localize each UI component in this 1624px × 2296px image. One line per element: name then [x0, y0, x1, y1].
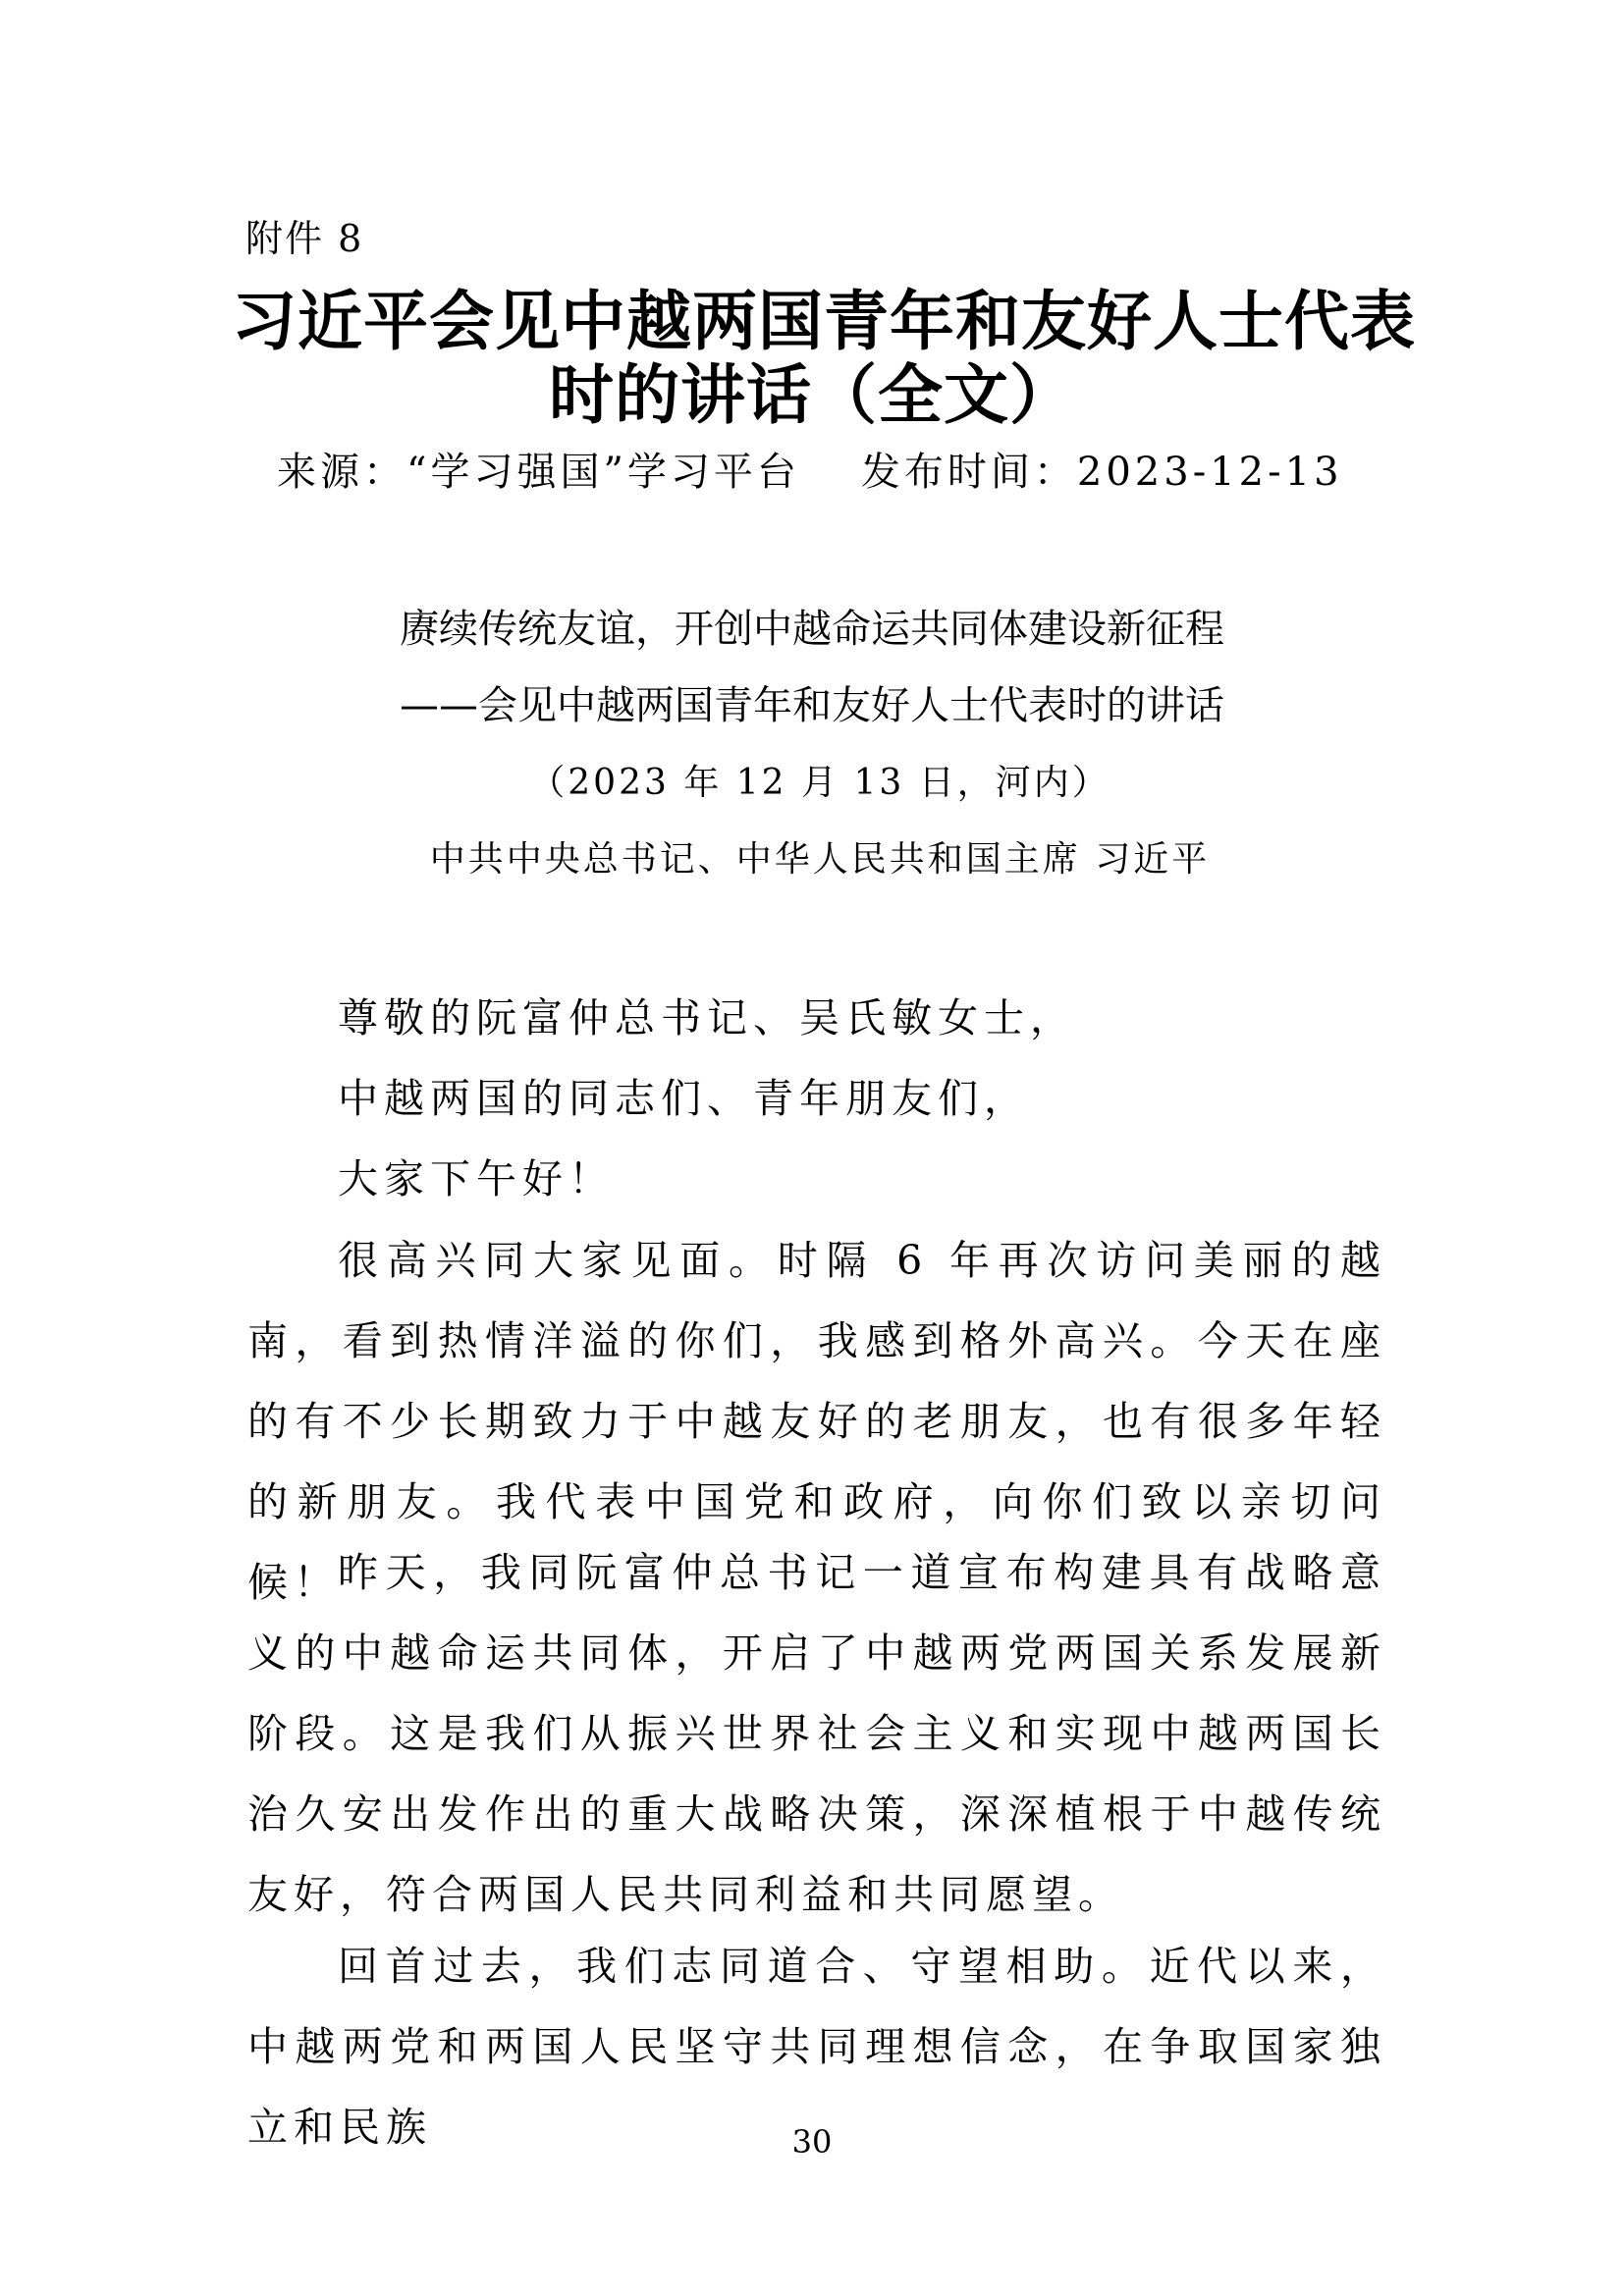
- greeting-line-2: 中越两国的同志们、青年朋友们，: [338, 1075, 1030, 1122]
- paragraph-text: 很高兴同大家见面。时隔 6 年再次访问美丽的越南，看到热情洋溢的你们，我感到格外高兴。今天在座的有不少长期致力于中越友好的老朋友，也有很多年轻的新朋友。我代表中国党和政府，向你们致以亲切问候！: [247, 1237, 1386, 1606]
- attachment-label: 附件 8: [245, 217, 364, 260]
- speech-subtitle: ——会见中越两国青年和友好人士代表时的讲话: [400, 683, 1224, 728]
- main-title-line-2: 时的讲话（全文）: [549, 356, 1075, 433]
- speech-date-place: （2023 年 12 月 13 日，河内）: [529, 763, 1110, 803]
- greeting-line-3: 大家下午好！: [338, 1155, 615, 1202]
- source-label: 来源：“学习强国”学习平台: [277, 450, 800, 495]
- page-number: 30: [791, 2123, 833, 2161]
- paragraph-text: 回首过去，我们志同道合、守望相助。近代以来，中越两党和两国人民坚守共同理想信念，在争取国家独立和民族: [247, 1943, 1386, 2151]
- publish-date: 发布时间：2023-12-13: [860, 450, 1343, 495]
- speech-author: 中共中央总书记、中华人民共和国主席 习近平: [429, 839, 1211, 880]
- main-title-line-1: 习近平会见中越两国青年和友好人士代表: [232, 283, 1416, 359]
- body-paragraph-2: [247, 1532, 1386, 1935]
- speech-title: 赓续传统友谊，开创中越命运共同体建设新征程: [400, 607, 1224, 652]
- paragraph-text: 昨天，我同阮富仲总书记一道宣布构建具有战略意义的中越命运共同体，开启了中越两党两国关系发展新阶段。这是我们从振兴世界社会主义和实现中越两国长治久安出发作出的重大战略决策，深深植根于中越传统友好，符合两国人民共同利益和共同愿望。: [247, 1549, 1386, 1918]
- greeting-line-1: 尊敬的阮富仲总书记、吴氏敏女士，: [338, 994, 1076, 1041]
- source-info: [277, 445, 1343, 500]
